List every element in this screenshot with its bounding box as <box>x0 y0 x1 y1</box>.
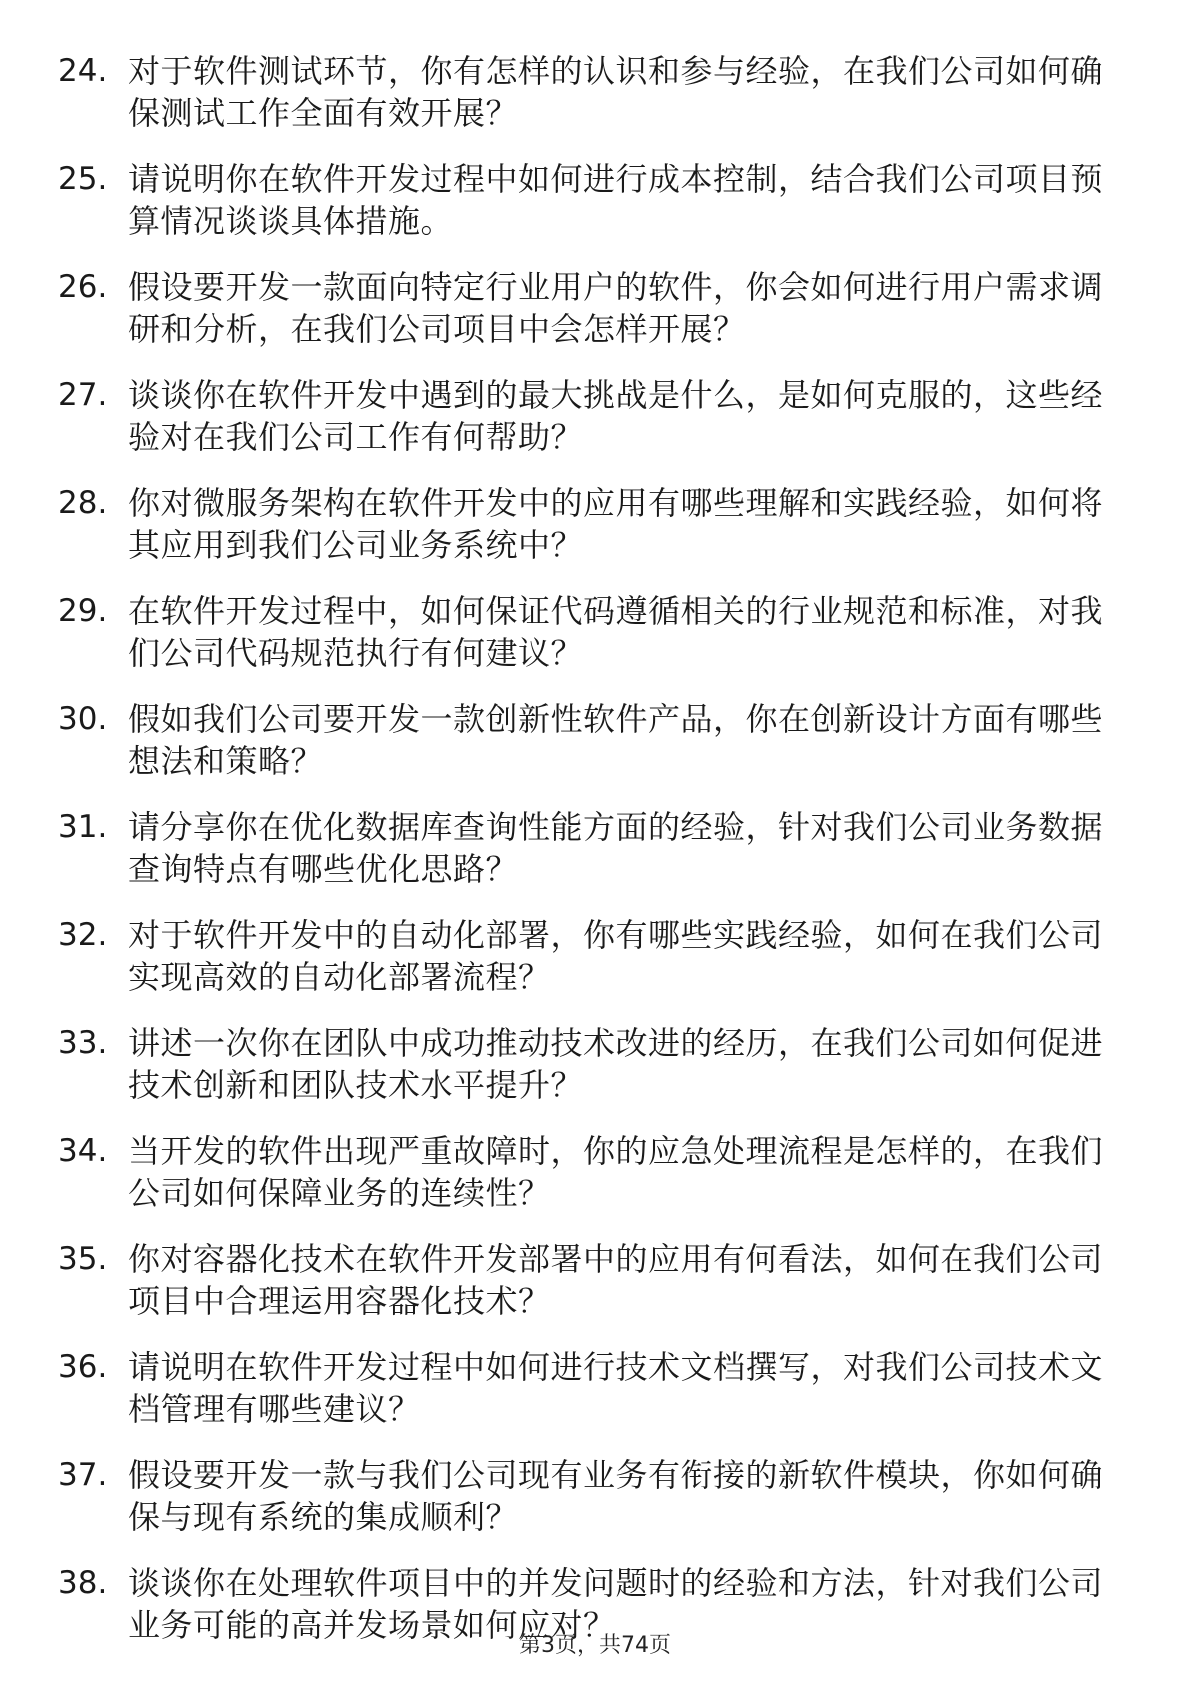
question-item <box>58 806 1118 890</box>
question-number: 29. <box>58 593 108 629</box>
question-number: 26. <box>58 269 108 305</box>
question-item <box>58 1346 1118 1430</box>
question-text: 谈谈你在软件开发中遇到的最大挑战是什么，是如何克服的，这些经验对在我们公司工作有何帮助？ <box>128 376 1104 456</box>
question-item <box>58 266 1118 350</box>
question-text: 在软件开发过程中，如何保证代码遵循相关的行业规范和标准，对我们公司代码规范执行有何建议？ <box>128 592 1104 672</box>
question-text: 请说明在软件开发过程中如何进行技术文档撰写，对我们公司技术文档管理有哪些建议？ <box>128 1348 1104 1428</box>
question-item <box>58 50 1118 134</box>
question-text: 对于软件测试环节，你有怎样的认识和参与经验，在我们公司如何确保测试工作全面有效开展？ <box>128 52 1104 132</box>
question-number: 32. <box>58 917 108 953</box>
question-number: 35. <box>58 1241 108 1277</box>
question-text: 你对容器化技术在软件开发部署中的应用有何看法，如何在我们公司项目中合理运用容器化技术？ <box>128 1240 1104 1320</box>
question-number: 37. <box>58 1457 108 1493</box>
question-number: 28. <box>58 485 108 521</box>
question-text: 当开发的软件出现严重故障时，你的应急处理流程是怎样的，在我们公司如何保障业务的连续性？ <box>128 1132 1104 1212</box>
question-item <box>58 482 1118 566</box>
question-text: 假设要开发一款面向特定行业用户的软件，你会如何进行用户需求调研和分析，在我们公司项目中会怎样开展？ <box>128 268 1104 348</box>
question-number: 30. <box>58 701 108 737</box>
question-text: 你对微服务架构在软件开发中的应用有哪些理解和实践经验，如何将其应用到我们公司业务系统中？ <box>128 484 1104 564</box>
question-number: 36. <box>58 1349 108 1385</box>
question-number: 25. <box>58 161 108 197</box>
question-text: 对于软件开发中的自动化部署，你有哪些实践经验，如何在我们公司实现高效的自动化部署流程？ <box>128 916 1104 996</box>
question-text: 假设要开发一款与我们公司现有业务有衔接的新软件模块，你如何确保与现有系统的集成顺利？ <box>128 1456 1104 1536</box>
question-text: 假如我们公司要开发一款创新性软件产品，你在创新设计方面有哪些想法和策略？ <box>128 700 1104 780</box>
question-item <box>58 158 1118 242</box>
question-list <box>58 50 1118 1670</box>
question-number: 33. <box>58 1025 108 1061</box>
question-text: 谈谈你在处理软件项目中的并发问题时的经验和方法，针对我们公司业务可能的高并发场景如何应对？ <box>128 1564 1104 1644</box>
question-item <box>58 374 1118 458</box>
question-item <box>58 1130 1118 1214</box>
question-text: 请分享你在优化数据库查询性能方面的经验，针对我们公司业务数据查询特点有哪些优化思路？ <box>128 808 1104 888</box>
question-item <box>58 1022 1118 1106</box>
question-number: 24. <box>58 53 108 89</box>
question-item <box>58 1454 1118 1538</box>
question-number: 34. <box>58 1133 108 1169</box>
question-number: 27. <box>58 377 108 413</box>
question-number: 31. <box>58 809 108 845</box>
question-number: 38. <box>58 1565 108 1601</box>
question-item <box>58 698 1118 782</box>
page-number-footer: 第3页，共74页 <box>519 1633 671 1658</box>
question-text: 请说明你在软件开发过程中如何进行成本控制，结合我们公司项目预算情况谈谈具体措施。 <box>128 160 1104 240</box>
question-item <box>58 914 1118 998</box>
question-item <box>58 1238 1118 1322</box>
question-item <box>58 590 1118 674</box>
question-text: 讲述一次你在团队中成功推动技术改进的经历，在我们公司如何促进技术创新和团队技术水平提升？ <box>128 1024 1104 1104</box>
